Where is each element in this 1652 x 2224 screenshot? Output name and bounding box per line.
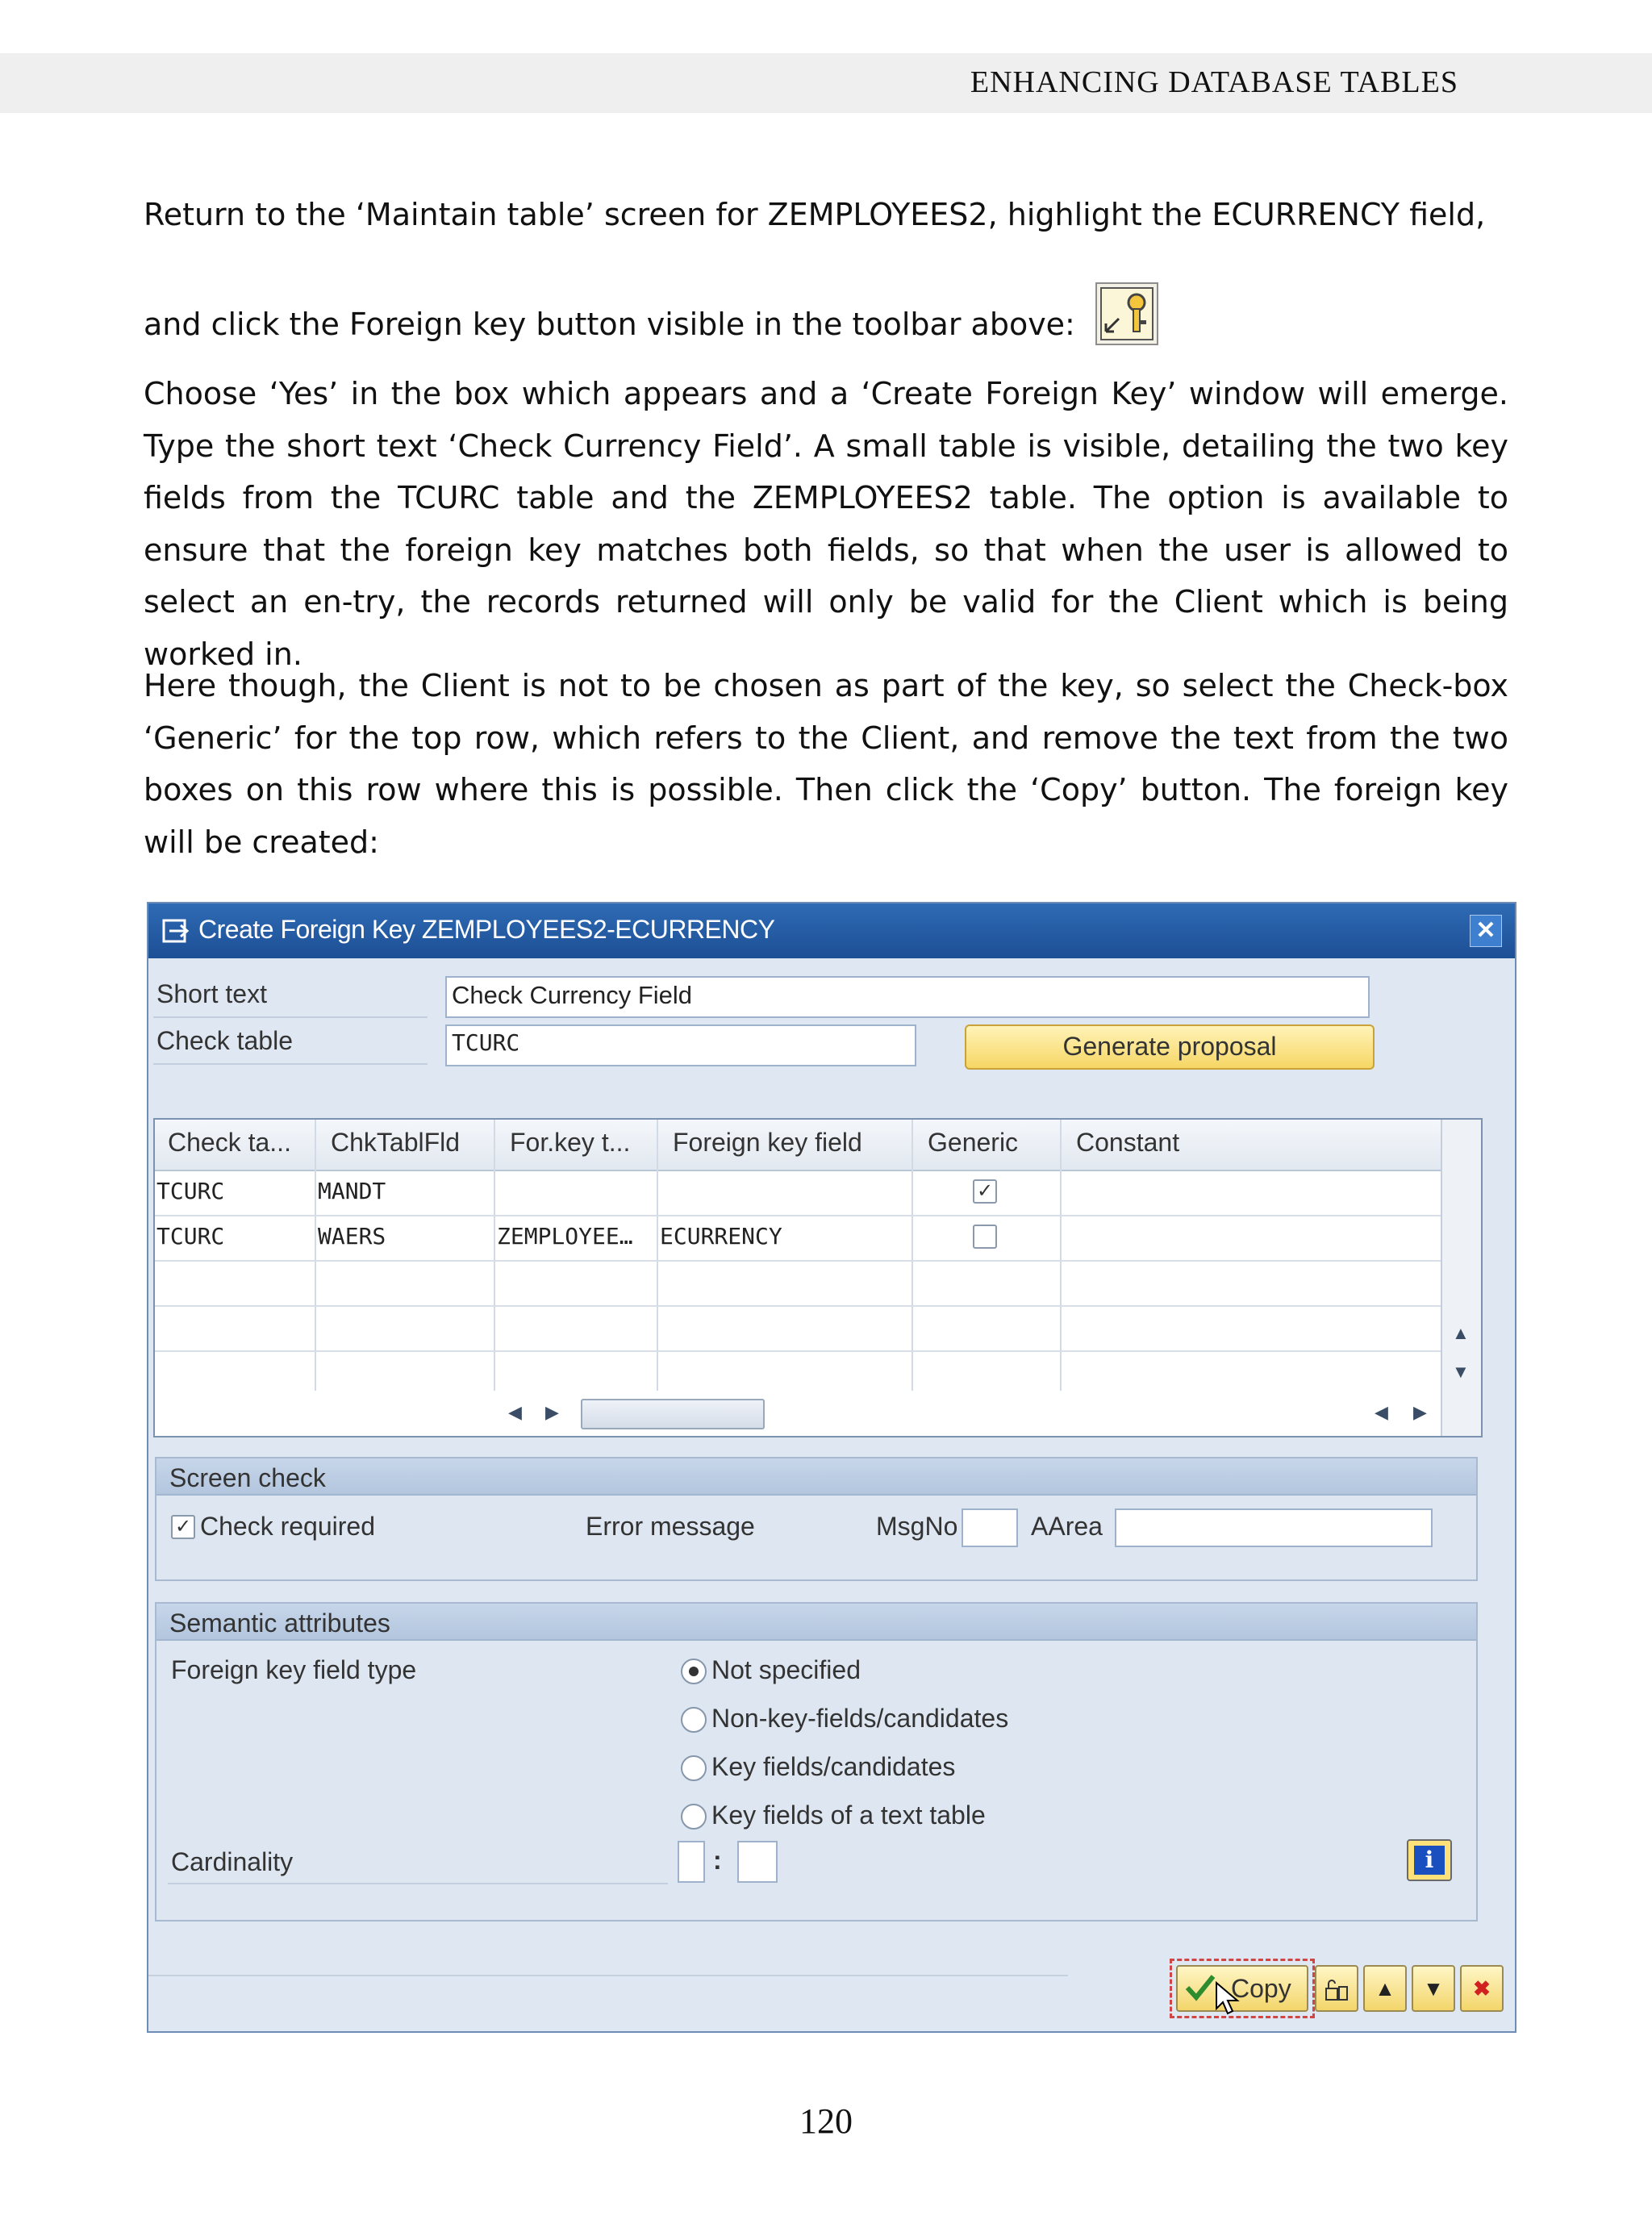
generate-proposal-button[interactable]: Generate proposal <box>965 1024 1375 1070</box>
scroll-right-icon[interactable]: ▶ <box>545 1402 559 1422</box>
aarea-label: AArea <box>1031 1512 1103 1541</box>
short-text-underline <box>153 1016 428 1018</box>
footer-divider <box>148 1975 1068 1976</box>
radio-key-fields-label: Key fields/candidates <box>711 1752 956 1781</box>
scroll-left-icon[interactable]: ◀ <box>1375 1402 1388 1422</box>
row-divider <box>155 1215 1442 1216</box>
close-icon[interactable]: ✕ <box>1470 915 1502 947</box>
paragraph-1-line-1: Return to the ‘Maintain table’ screen for ZEMPLOYEES2, highlight the ECURRENCY field, <box>144 197 1486 232</box>
radio-not-specified[interactable] <box>681 1659 707 1684</box>
semantic-attributes-title: Semantic attributes <box>169 1609 390 1638</box>
move-down-button[interactable] <box>1412 1965 1455 2012</box>
check-table-underline <box>153 1063 428 1065</box>
paragraph-3: Here though, the Client is not to be chosen as part of the key, so select the Check-box ‘Generic’ for the top row, which refers to the Client, and remove the text from the two boxes on this row where this is possible. Then click the ‘Copy’ button. The foreign key will be created: <box>144 668 1508 860</box>
cardinality-right-field[interactable] <box>737 1841 778 1883</box>
col-chk-tabl-fld[interactable]: ChkTablFld <box>331 1128 461 1157</box>
horizontal-scroll-thumb[interactable] <box>581 1399 765 1429</box>
triangle-up-icon: ▲ <box>1375 1976 1395 2001</box>
foreign-key-icon <box>1095 282 1159 349</box>
info-button[interactable] <box>1407 1839 1452 1881</box>
row-divider <box>155 1305 1442 1307</box>
cancel-button[interactable] <box>1460 1965 1504 2012</box>
cell-chk-field[interactable]: MANDT <box>318 1178 386 1204</box>
check-required-checkbox[interactable]: ✓ <box>171 1515 195 1539</box>
dialog-window-icon <box>161 916 190 945</box>
semantic-attributes-group <box>155 1602 1478 1921</box>
info-icon: i <box>1414 1846 1445 1875</box>
cell-check-table[interactable]: TCURC <box>156 1223 225 1250</box>
col-check-table[interactable]: Check ta... <box>168 1128 291 1157</box>
short-text-field[interactable]: Check Currency Field <box>445 976 1370 1018</box>
check-table-field[interactable]: TCURC <box>445 1024 916 1066</box>
col-for-key-table[interactable]: For.key t... <box>510 1128 631 1157</box>
semantic-attributes-header <box>156 1604 1476 1641</box>
cardinality-label: Cardinality <box>171 1847 294 1876</box>
dialog-titlebar <box>148 903 1515 958</box>
cell-for-key-table[interactable]: ZEMPLOYEE… <box>497 1223 633 1250</box>
short-text-label: Short text <box>156 979 267 1008</box>
generic-checkbox-row-1[interactable]: ✓ <box>973 1179 997 1204</box>
msgno-field[interactable] <box>962 1508 1018 1547</box>
col-constant[interactable]: Constant <box>1076 1128 1180 1157</box>
dialog-title: Create Foreign Key ZEMPLOYEES2-ECURRENCY <box>198 915 775 944</box>
table-header <box>155 1120 1442 1171</box>
lock-icon <box>1323 1984 1350 2008</box>
col-foreign-key-field[interactable]: Foreign key field <box>673 1128 862 1157</box>
create-foreign-key-dialog <box>147 902 1516 2033</box>
cell-foreign-key-field[interactable]: ECURRENCY <box>660 1223 782 1250</box>
aarea-field[interactable] <box>1115 1508 1433 1547</box>
copy-label: Copy <box>1231 1974 1291 2003</box>
cardinality-separator: : <box>713 1846 722 1875</box>
screen-check-group <box>155 1457 1478 1581</box>
generic-checkbox-row-2[interactable] <box>973 1225 997 1249</box>
screen-check-header <box>156 1458 1476 1496</box>
vertical-scrollbar[interactable] <box>1441 1120 1481 1436</box>
paragraph-1-line-2 <box>144 282 1508 351</box>
row-divider <box>155 1350 1442 1352</box>
radio-text-table[interactable] <box>681 1804 707 1830</box>
foreign-key-fields-table <box>153 1118 1483 1437</box>
cell-chk-field[interactable]: WAERS <box>318 1223 386 1250</box>
row-divider <box>155 1260 1442 1262</box>
msgno-label: MsgNo <box>876 1512 958 1541</box>
scroll-up-icon[interactable]: ▲ <box>1452 1323 1470 1343</box>
running-header-title: ENHANCING DATABASE TABLES <box>970 65 1458 99</box>
page-number: 120 <box>799 2101 853 2141</box>
mouse-cursor-icon <box>1215 1981 1242 2030</box>
check-table-label: Check table <box>156 1026 293 1055</box>
col-generic[interactable]: Generic <box>928 1128 1019 1157</box>
paragraph-2: Choose ‘Yes’ in the box which appears and a ‘Create Foreign Key’ window will emerge. Type the short text ‘Check Currency Field’. A small table is visible, detailing the two key fields from the TCURC table and the ZEMPLOYEES2 table. The option is available to ensure that the foreign key matches both fields, so that when the user is allowed to select an en-try, the records returned will only be valid for the Client which is being worked in. <box>144 376 1508 672</box>
paragraph-1-line-2-text: and click the Foreign key button visible in the toolbar above: <box>144 306 1075 342</box>
triangle-down-icon: ▼ <box>1423 1976 1444 2001</box>
copy-button[interactable] <box>1176 1965 1308 2012</box>
scroll-down-icon[interactable]: ▼ <box>1452 1362 1470 1382</box>
scroll-right-icon[interactable]: ▶ <box>1413 1402 1427 1422</box>
screen-check-title: Screen check <box>169 1463 326 1492</box>
paragraph-1 <box>144 189 1508 350</box>
move-up-button[interactable] <box>1363 1965 1407 2012</box>
check-required-label: Check required <box>200 1512 375 1541</box>
fk-field-type-label: Foreign key field type <box>171 1655 417 1684</box>
error-message-label: Error message <box>586 1512 755 1541</box>
scroll-left-icon[interactable]: ◀ <box>508 1402 522 1422</box>
radio-key-fields[interactable] <box>681 1755 707 1781</box>
lock-button[interactable] <box>1315 1965 1358 2012</box>
radio-non-key-fields-label: Non-key-fields/candidates <box>711 1704 1009 1733</box>
cancel-x-icon: ✖ <box>1473 1976 1491 2001</box>
cardinality-underline <box>168 1883 668 1884</box>
checkmark-icon <box>1184 1972 1216 2017</box>
cell-check-table[interactable]: TCURC <box>156 1178 225 1204</box>
radio-non-key-fields[interactable] <box>681 1707 707 1733</box>
cardinality-left-field[interactable] <box>678 1841 705 1883</box>
radio-not-specified-label: Not specified <box>711 1655 861 1684</box>
radio-text-table-label: Key fields of a text table <box>711 1800 986 1830</box>
